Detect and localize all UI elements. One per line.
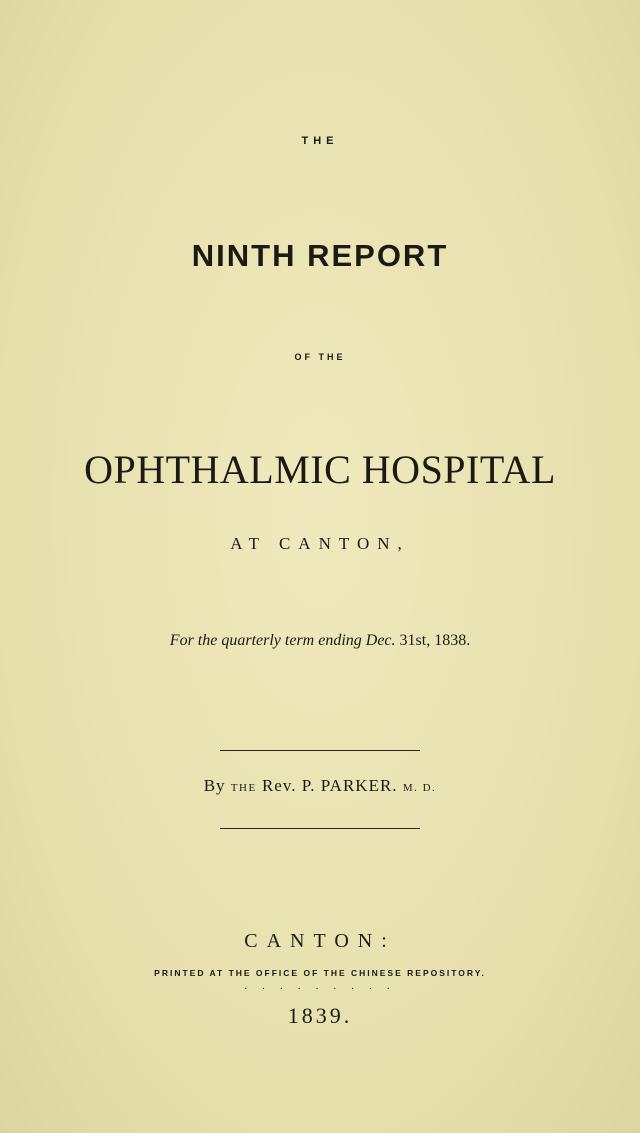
heading-the: THE: [301, 135, 339, 147]
author-rev: Rev.: [261, 776, 297, 795]
author-line: [0, 776, 640, 796]
location-line: AT CANTON,: [230, 534, 410, 553]
divider-top: [220, 750, 420, 751]
term-prefix: For the quarterly term ending Dec.: [169, 632, 396, 649]
author-the: THE: [230, 782, 257, 794]
term-line: [0, 632, 640, 650]
author-by: By: [203, 776, 226, 795]
imprint-year: 1839.: [287, 1003, 353, 1028]
divider-bottom: [220, 828, 420, 829]
ornament-dots: · · · · · · · · ·: [244, 984, 396, 995]
imprint-printer: PRINTED AT THE OFFICE OF THE CHINESE REPOSITORY.: [154, 968, 486, 978]
author-degree: M. D.: [402, 782, 437, 794]
term-date: 31st, 1838.: [399, 632, 471, 649]
hospital-name: OPHTHALMIC HOSPITAL: [84, 447, 556, 492]
report-title: NINTH REPORT: [191, 238, 449, 273]
heading-of-the: OF THE: [294, 352, 346, 362]
author-name: P. PARKER.: [301, 776, 398, 795]
imprint-city: CANTON:: [244, 930, 396, 952]
